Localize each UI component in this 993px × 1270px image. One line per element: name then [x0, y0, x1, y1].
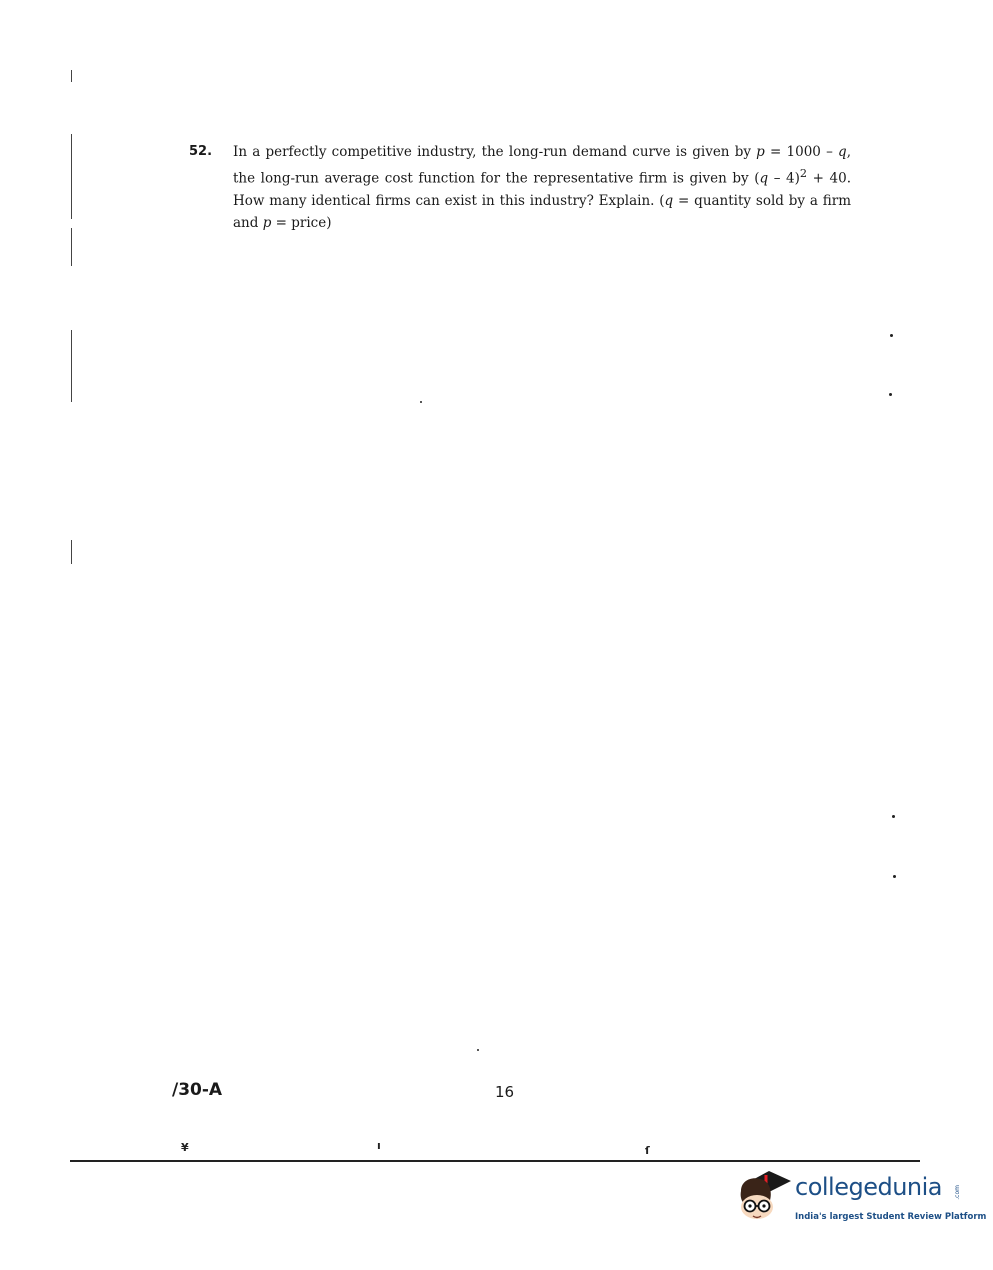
scan-speck — [890, 334, 893, 337]
scan-edge-line — [71, 228, 72, 266]
bottom-rule — [70, 1160, 920, 1162]
scan-speck — [420, 401, 422, 403]
brand-watermark — [735, 1165, 987, 1225]
scan-edge-line — [71, 134, 72, 219]
scan-speck — [889, 393, 892, 396]
scan-speck — [477, 1049, 479, 1051]
brand-name: collegedunia — [795, 1173, 943, 1201]
scan-mark: ı — [377, 1139, 381, 1152]
brand-dotcom: .com — [954, 1185, 961, 1200]
scan-speck — [893, 875, 896, 878]
question-number: 52. — [189, 144, 213, 159]
student-mascot-icon — [735, 1165, 793, 1223]
paper-code: /30-A — [172, 1080, 223, 1100]
brand-tagline: India's largest Student Review Platform — [795, 1212, 987, 1222]
scan-edge-line — [71, 540, 72, 564]
page-number: 16 — [495, 1083, 515, 1101]
scan-mark: ¥ — [181, 1141, 189, 1154]
scan-mark: ſ — [645, 1144, 650, 1157]
scan-edge-line — [71, 70, 72, 82]
scan-edge-line — [71, 330, 72, 402]
question-text: In a perfectly competitive industry, the long-run demand curve is given by p = 1000 – q, the long-run average cost function for the representative firm is given by (q – 4)$^2$ + 40. How many identical firms can exist in this industry? Explain. (q = quantity sold by a firm and p = price) — [233, 144, 851, 231]
scan-speck — [892, 815, 895, 818]
